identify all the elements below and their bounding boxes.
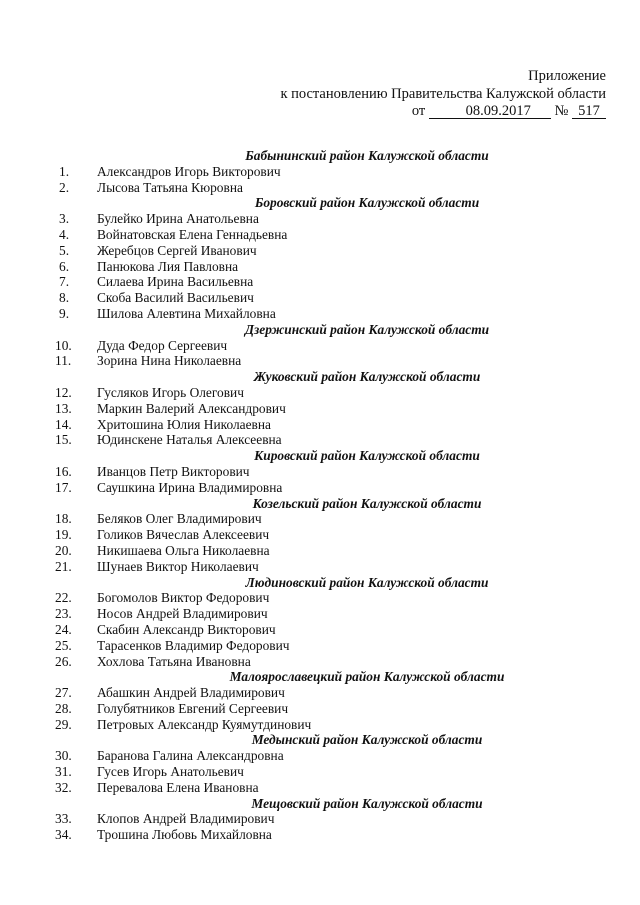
resolution-date: 08.09.2017 [429,104,551,119]
list-item-number: 23. [55,606,72,622]
list-item-number: 24. [55,621,72,637]
list-item-name: Хритошина Юлия Николаевна [97,416,271,432]
district-heading: Кировский район Калужской области [254,448,480,464]
list-item-name: Тарасенков Владимир Федорович [97,637,290,653]
list-item [57,164,617,180]
list-item-name: Хохлова Татьяна Ивановна [97,653,251,669]
list-item-number: 32. [55,779,72,795]
list-item [57,527,617,543]
list-item [57,385,617,401]
list-item [57,606,617,622]
list-item [57,290,617,306]
list-item-name: Гусляков Игорь Олегович [97,384,244,400]
list-item-number: 4. [59,226,70,242]
district-heading: Мещовский район Калужской области [251,795,483,811]
list-item-number: 7. [59,274,70,290]
list-item-name: Скабин Александр Викторович [97,621,276,637]
list-item [57,827,617,843]
list-item-number: 27. [55,685,72,701]
appendix-label: Приложение [528,68,606,84]
list-item-name: Клопов Андрей Владимирович [97,811,275,827]
list-item-number: 16. [55,463,72,479]
list-item-number: 12. [55,384,72,400]
list-item-number: 30. [55,748,72,764]
list-item-number: 2. [59,179,70,195]
district-heading: Жуковский район Калужской области [253,369,481,385]
list-item-name: Зорина Нина Николаевна [97,353,242,369]
list-item-name: Никишаева Ольга Николаевна [97,542,270,558]
list-item-name: Александров Игорь Викторович [97,163,281,179]
list-item-number: 25. [55,637,72,653]
list-item-name: Гусев Игорь Анатольевич [97,764,244,780]
list-item [57,306,617,322]
district-heading: Бабынинский район Калужской области [245,148,489,163]
list-item-number: 29. [55,716,72,732]
list-item-name: Голиков Вячеслав Алексеевич [97,527,270,543]
list-item [57,748,617,764]
list-item [57,559,617,575]
list-item [57,401,617,417]
list-item [57,654,617,670]
list-item-name: Шилова Алевтина Михайловна [97,305,276,321]
list-item [57,274,617,290]
list-item-name: Шунаев Виктор Николаевич [97,558,259,574]
resolution-number: 517 [572,104,606,119]
list-item-name: Иванцов Петр Викторович [97,463,250,479]
list-item-number: 10. [55,337,72,353]
list-item-name: Юдинскене Наталья Алексеевна [97,432,282,448]
district-heading: Людиновский район Калужской области [245,574,489,590]
list-item [57,417,617,433]
list-item-name: Войнатовская Елена Геннадьевна [97,226,288,242]
list-item-number: 20. [55,542,72,558]
list-item [57,180,617,196]
list-item-number: 34. [55,827,72,843]
district-heading: Козельский район Калужской области [252,495,482,511]
list-item-number: 18. [55,511,72,527]
list-item-number: 6. [59,258,70,274]
list-item-number: 31. [55,764,72,780]
list-item-number: 14. [55,416,72,432]
date-prefix: от [411,103,426,119]
list-item-number: 11. [55,353,72,369]
list-item [57,243,617,259]
list-item-number: 15. [55,432,72,448]
list-item-number: 33. [55,811,72,827]
number-prefix: № [554,103,569,119]
list-item [57,480,617,496]
list-item [57,464,617,480]
list-item [57,717,617,733]
list-item [57,590,617,606]
list-item-name: Абашкин Андрей Владимирович [97,685,285,701]
district-heading: Медынский район Калужской области [251,732,483,748]
list-item-name: Голубятников Евгений Сергеевич [97,700,289,716]
list-item-number: 17. [55,479,72,495]
list-item-name: Трошина Любовь Михайловна [97,827,272,843]
list-item-name: Жеребцов Сергей Иванович [97,242,257,258]
resolution-reference: к постановлению Правительства Калужской области [280,85,606,102]
list-item-number: 13. [55,400,72,416]
list-item-name: Носов Андрей Владимирович [97,606,268,622]
list-item-name: Баранова Галина Александровна [97,748,284,764]
list-item-name: Богомолов Виктор Федорович [97,590,270,606]
district-heading: Малоярославецкий район Калужской области [229,669,505,685]
list-item-number: 21. [55,558,72,574]
list-item [57,685,617,701]
list-item-number: 19. [55,527,72,543]
list-item-name: Булейко Ирина Анатольевна [97,211,259,227]
list-item-name: Силаева Ирина Васильевна [97,274,254,290]
list-item-number: 9. [59,305,70,321]
list-item-name: Перевалова Елена Ивановна [97,779,259,795]
list-item [57,622,617,638]
list-item-name: Петровых Александр Куямутдинович [97,716,312,732]
list-item-name: Саушкина Ирина Владимировна [97,479,283,495]
list-item-number: 22. [55,590,72,606]
list-item-number: 26. [55,653,72,669]
list-item-number: 5. [59,242,70,258]
list-item [57,543,617,559]
list-item [57,211,617,227]
list-item-number: 3. [59,211,70,227]
list-item-name: Панюкова Лия Павловна [97,258,239,274]
list-item [57,338,617,354]
list-item-name: Скоба Василий Васильевич [97,290,254,306]
list-item [57,353,617,369]
list-item-name: Маркин Валерий Александрович [97,400,286,416]
list-item-number: 28. [55,700,72,716]
list-item [57,780,617,796]
document-header [280,68,606,121]
list-item [57,811,617,827]
list-item-name: Беляков Олег Владимирович [97,511,262,527]
district-heading: Боровский район Калужской области [254,195,480,211]
list-item [57,511,617,527]
list-item [57,701,617,717]
district-list [57,148,617,843]
district-heading: Дзержинский район Калужской области [244,321,490,337]
date-number-line [412,103,606,121]
list-item [57,764,617,780]
list-item-name: Дуда Федор Сергеевич [97,337,228,353]
list-item-name: Лысова Татьяна Кюровна [97,179,243,195]
list-item-number: 8. [59,290,70,306]
list-item [57,227,617,243]
list-item [57,638,617,654]
list-item [57,432,617,448]
list-item-number: 1. [59,163,70,179]
list-item [57,259,617,275]
